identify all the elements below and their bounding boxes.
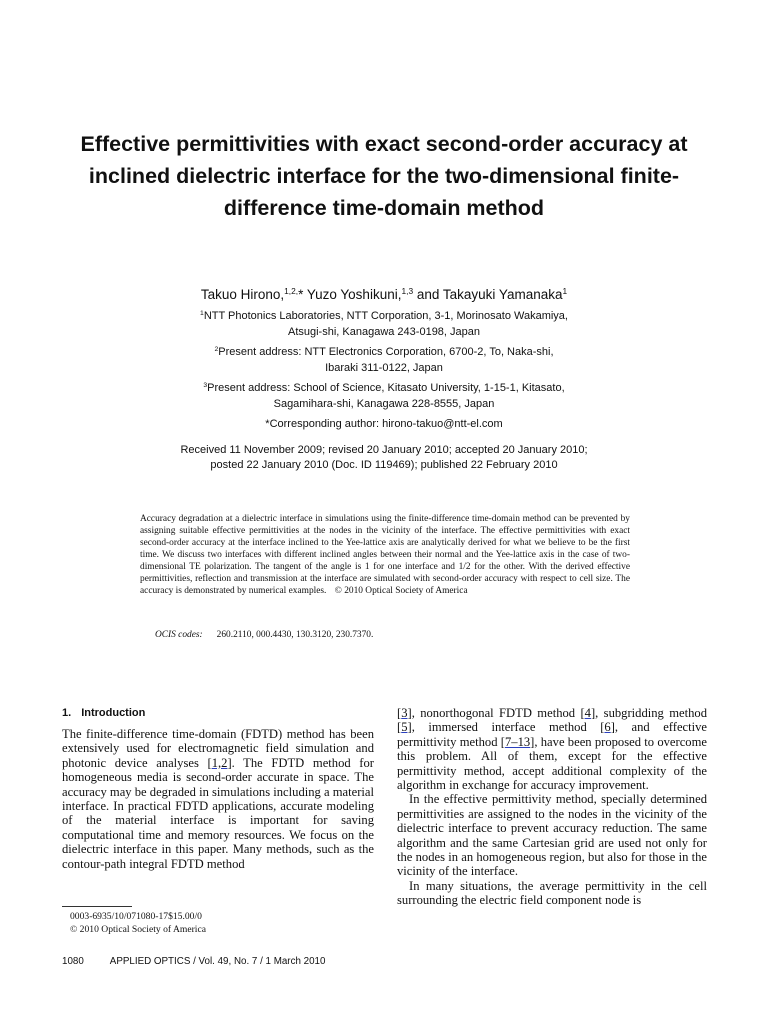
author-affiliation-mark: 1,2,: [284, 286, 299, 297]
page-footer: [62, 956, 325, 967]
affiliation-number: 2: [214, 346, 219, 354]
paragraph-text: The finite-difference time-domain (FDTD) method has been extensively used for electromagnetic field simulation and photonic device analyses [: [62, 727, 374, 770]
abstract: [140, 513, 630, 597]
page-number: 1080: [62, 956, 84, 967]
section-number: 1.: [62, 707, 72, 719]
citation-link[interactable]: 1,2: [211, 755, 228, 770]
received-dates: [0, 443, 768, 473]
affiliation-text: Ibaraki 311-0122, Japan: [325, 362, 443, 374]
affiliation-number: 3: [203, 382, 208, 390]
abstract-copyright: © 2010 Optical Society of America: [334, 586, 468, 596]
left-column: [62, 727, 374, 871]
author-name: Takayuki Yamanaka: [442, 287, 563, 302]
received-line: Received 11 November 2009; revised 20 January 2010; accepted 20 January 2010;: [180, 444, 588, 456]
footnote-divider: [62, 906, 132, 907]
ocis-codes: [155, 630, 373, 640]
paragraph: [3], nonorthogonal FDTD method [4], subgridding method [5], immersed interface method [6], and effective permittivity method [7–13], have been proposed to overcome this problem. All of them, except for the effective permittivity method, accept additional complexity of the algorithm in exchange for accuracy improvement.: [397, 706, 708, 793]
affiliation-text: Sagamihara-shi, Kanagawa 228-8555, Japan: [273, 398, 495, 410]
corresponding-mark: *: [298, 287, 304, 302]
author-line: [0, 287, 768, 302]
author-name: Yuzo Yoshikuni,: [306, 287, 402, 302]
paragraph-text: ], subgridding method [: [397, 706, 707, 735]
paragraph: In the effective permittivity method, specially determined permittivities are assigned to the nodes in the vicinity of the dielectric interface to prevent accuracy reduction. The same algorithm and the same Cartesian grid are used not only for the nodes in an homogeneous region, but also for those in the vicinity of the interface.: [397, 792, 707, 879]
affiliation-text: Present address: NTT Electronics Corporation, 6700-2, To, Naka-shi,: [218, 346, 554, 358]
author-affiliation-mark: 1: [562, 286, 568, 297]
section-title: Introduction: [81, 707, 146, 719]
affiliation-number: 1: [200, 310, 204, 318]
paragraph-text: ], and effective permittivity method [: [397, 720, 708, 749]
paragraph-text: ], nonorthogonal FDTD method [: [407, 706, 585, 720]
corresponding-author: [0, 417, 768, 432]
footnote-line: © 2010 Optical Society of America: [70, 924, 206, 935]
citation-link[interactable]: 3: [401, 706, 408, 720]
right-column: [397, 706, 707, 908]
article-title: Effective permittivities with exact second-order accuracy at inclined dielectric interface for the two-dimensional finite-difference time-domain method: [80, 132, 688, 220]
citation-link[interactable]: 5: [401, 720, 408, 735]
paragraph: [62, 727, 374, 871]
received-line: posted 22 January 2010 (Doc. ID 119469); published 22 February 2010: [210, 459, 558, 471]
affiliation-2: [0, 345, 768, 376]
and-text: and: [416, 287, 440, 302]
paragraph: In many situations, the average permittivity in the cell surrounding the electric field component node is: [397, 878, 707, 908]
author-affiliation-mark: 1,3: [401, 286, 414, 297]
affiliation-1: [0, 309, 768, 340]
ocis-label: OCIS codes:: [155, 630, 203, 640]
corresponding-author-text: *Corresponding author: hirono-takuo@ntt-el.com: [265, 418, 503, 430]
footnote: [70, 910, 206, 936]
affiliation-text: Present address: School of Science, Kitasato University, 1-15-1, Kitasato,: [207, 382, 565, 394]
citation-link[interactable]: 4: [584, 706, 591, 720]
affiliation-3: [0, 381, 768, 412]
paragraph-text: ]. The FDTD method for homogeneous media is second-order accurate in space. The accuracy may be degraded in simulations including a material interface. In practical FDTD applications, accurate modeling of the material interface is important for saving computational time and memory resources. We focus on the dielectric interface in this paper. Many methods, such as the contour-path integral FDTD method: [62, 755, 374, 871]
affiliation-text: Atsugi-shi, Kanagawa 243-0198, Japan: [287, 326, 481, 338]
author-name: Takuo Hirono,: [200, 287, 285, 302]
abstract-text: Accuracy degradation at a dielectric interface in simulations using the finite-difference time-domain method can be prevented by assigning suitable effective permittivities at the nodes in the vicinity of the interface. The effective permittivities with exact second-order accuracy at the interface inclined to the Yee-lattice axis are analytically derived for what we believe to be the first time. We discuss two interfaces with different inclined angles between their normal and the Yee-lattice axis in the case of two-dimensional TE polarization. The tangent of the angle is 1 for one interface and 1/2 for the other. With the derived effective permittivities, reflection and transmission at the interface are simulated with second-order accuracy with respect to cell size. The accuracy is demonstrated by numerical examples.: [140, 514, 630, 596]
section-heading: [62, 707, 145, 719]
footnote-line: 0003-6935/10/071080-17$15.00/0: [70, 911, 202, 922]
paragraph-text: ], immersed interface method [: [407, 720, 605, 735]
citation-link[interactable]: 7–13: [504, 734, 531, 749]
journal-info: APPLIED OPTICS / Vol. 49, No. 7 / 1 March 2010: [109, 956, 326, 967]
ocis-values: 260.2110, 000.4430, 130.3120, 230.7370.: [216, 630, 374, 640]
affiliation-text: NTT Photonics Laboratories, NTT Corporation, 3-1, Morinosato Wakamiya,: [203, 310, 568, 322]
paragraph-text: ], have been proposed to overcome this problem. All of them, except for the effective permittivity method, accept additional complexity of the algorithm in exchange for accuracy improvement.: [397, 734, 707, 793]
citation-link[interactable]: 6: [604, 720, 611, 735]
